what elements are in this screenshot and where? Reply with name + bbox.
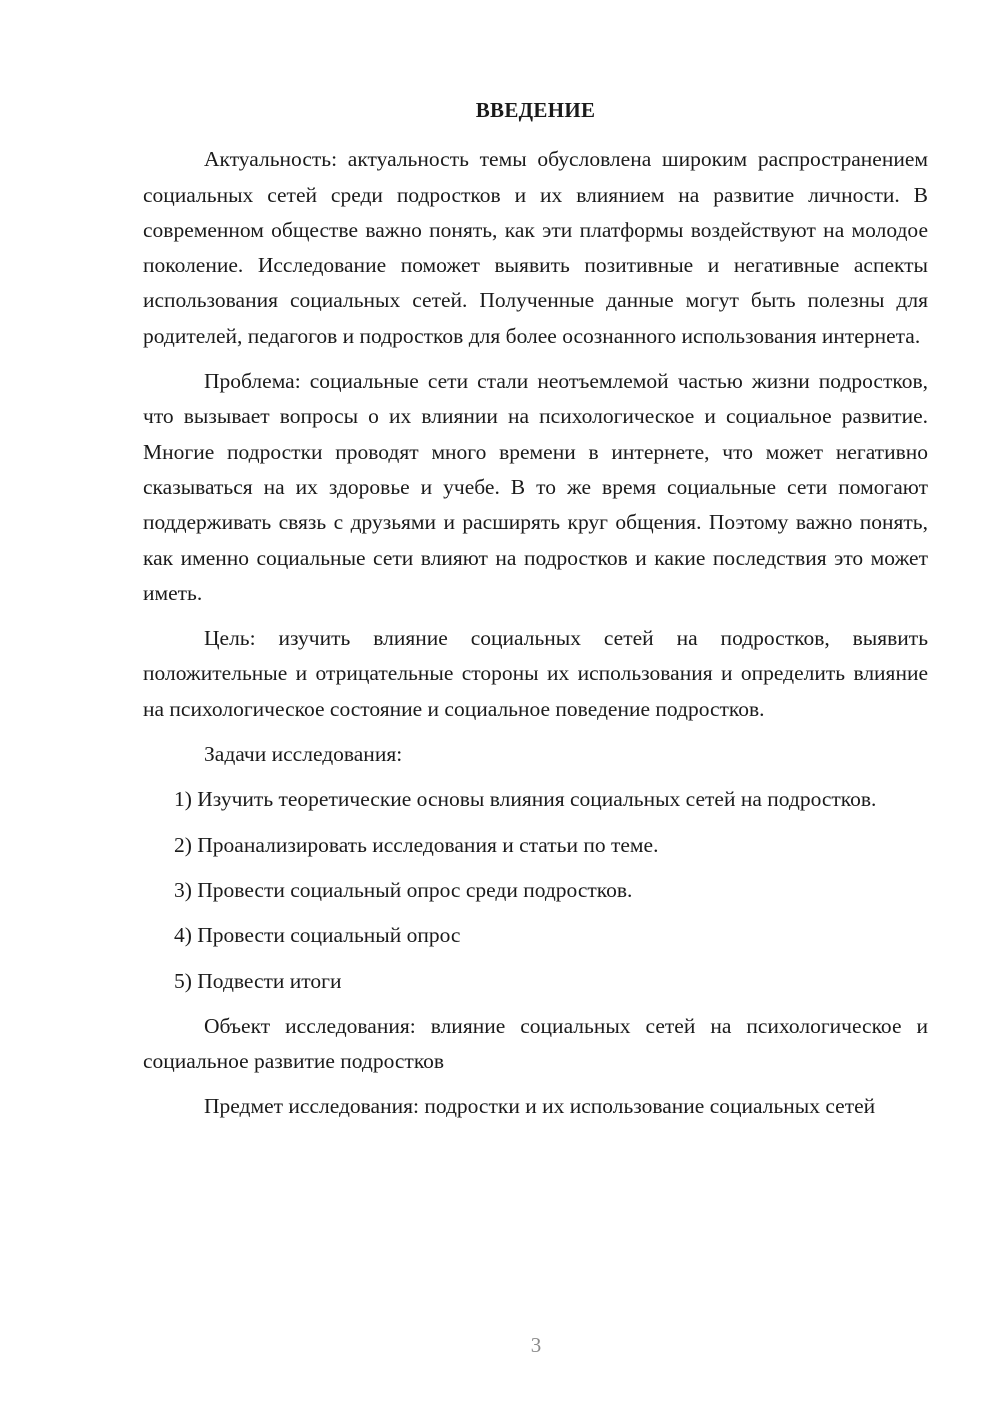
object-paragraph: Объект исследования: влияние социальных сетей на психологическое и социальное развитие подростков bbox=[143, 1013, 928, 1074]
task-item-2: 2) Проанализировать исследования и статьи по теме. bbox=[174, 832, 659, 857]
task-item-5: 5) Подвести итоги bbox=[174, 968, 342, 993]
task-item-1: 1) Изучить теоретические основы влияния социальных сетей на подростков. bbox=[174, 787, 877, 812]
task-item-3: 3) Провести социальный опрос среди подростков. bbox=[174, 877, 633, 902]
page-number: 3 bbox=[530, 1333, 542, 1357]
page-content bbox=[143, 93, 928, 1135]
tasks-title: Задачи исследования: bbox=[204, 742, 403, 767]
section-heading: ВВЕДЕНИЕ bbox=[475, 98, 596, 122]
subject-paragraph: Предмет исследования: подростки и их использование социальных сетей bbox=[204, 1094, 876, 1119]
problem-paragraph: Проблема: социальные сети стали неотъемлемой частью жизни подростков, что вызывает вопросы о их влиянии на психологическое и социальное развитие. Многие подростки проводят много времени в интернете, что может негативно сказываться на их здоровье и учебе. В то же время социальные сети помогают поддерживать связь с друзьями и расширять круг общения. Поэтому важно понять, как именно социальные сети влияют на подростков и какие последствия это может иметь. bbox=[143, 369, 928, 605]
goal-paragraph: Цель: изучить влияние социальных сетей на подростков, выявить положительные и отрицательные стороны их использования и определить влияние на психологическое состояние и социальное поведение подростков. bbox=[143, 626, 928, 721]
task-item-4: 4) Провести социальный опрос bbox=[174, 923, 461, 948]
relevance-paragraph: Актуальность: актуальность темы обусловлена широким распространением социальных сетей среди подростков и их влиянием на развитие личности. В современном обществе важно понять, как эти платформы воздействуют на молодое поколение. Исследование поможет выявить позитивные и негативные аспекты использования социальных сетей. Полученные данные могут быть полезны для родителей, педагогов и подростков для более осознанного использования интернета. bbox=[143, 147, 928, 348]
